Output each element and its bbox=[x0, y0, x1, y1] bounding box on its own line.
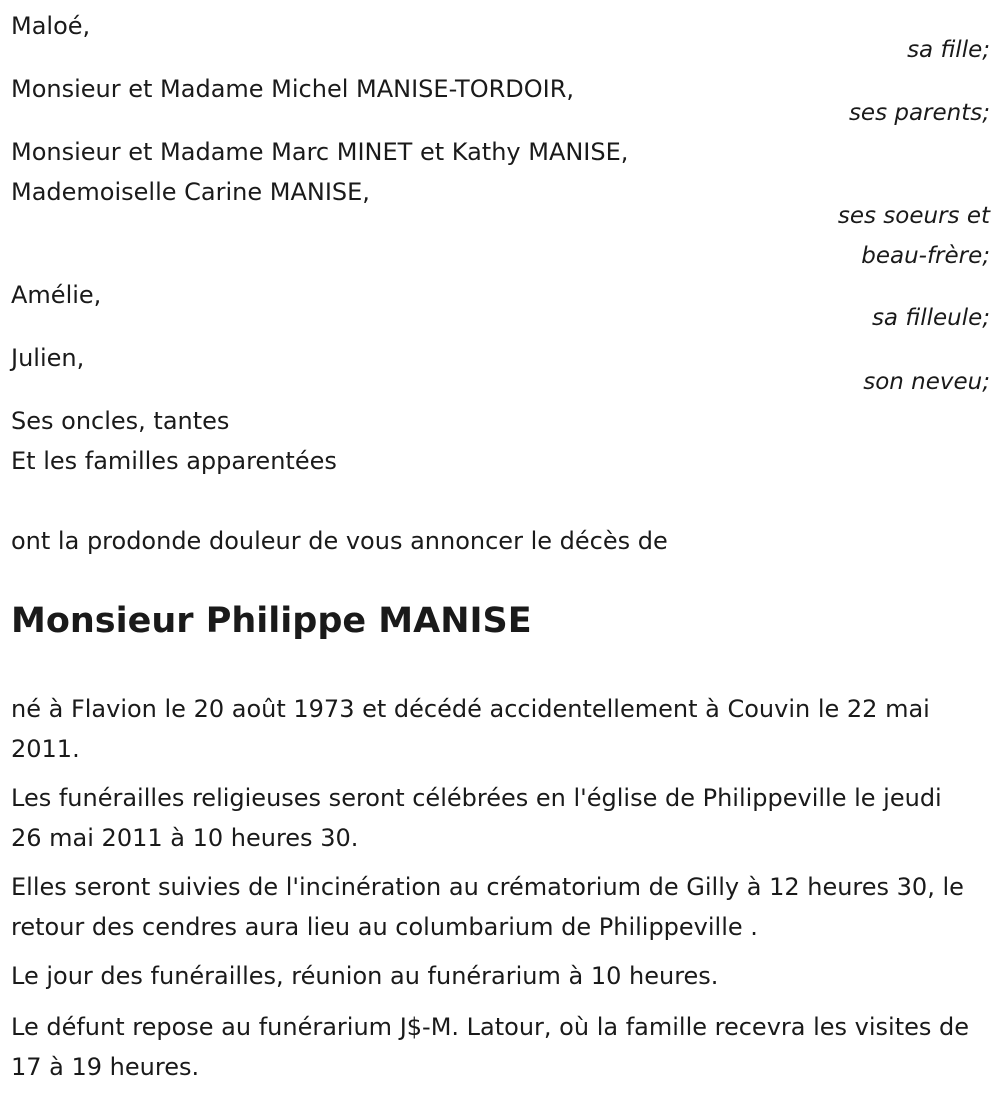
daughter-role: sa fille; bbox=[907, 37, 990, 63]
visits-paragraph: Le défunt repose au funérarium J$-M. Latour, où la famille recevra les visites de 17 à 19 heures. bbox=[11, 1013, 970, 1081]
birth-death-paragraph: né à Flavion le 20 août 1973 et décédé accidentellement à Couvin le 22 mai 2011. bbox=[11, 695, 930, 763]
parents-name: Monsieur et Madame Michel MANISE-TORDOIR, bbox=[11, 75, 575, 103]
meeting-paragraph: Le jour des funérailles, réunion au funérarium à 10 heures. bbox=[11, 962, 719, 990]
siblings-role: ses soeurs et beau-frère; bbox=[837, 203, 990, 269]
funeral-paragraph: Les funérailles religieuses seront célébrées en l'église de Philippeville le jeudi 26 mai 2011 à 10 heures 30. bbox=[11, 784, 942, 852]
siblings-names: Monsieur et Madame Marc MINET et Kathy MANISE, Mademoiselle Carine MANISE, bbox=[11, 138, 629, 206]
goddaughter-role: sa filleule; bbox=[871, 305, 990, 331]
nephew-role: son neveu; bbox=[863, 369, 990, 395]
cremation-paragraph: Elles seront suivies de l'incinération au crématorium de Gilly à 12 heures 30, le retour des cendres aura lieu au columbarium de Philippeville . bbox=[11, 873, 964, 941]
other-relatives: Ses oncles, tantes Et les familles apparentées bbox=[11, 407, 337, 475]
deceased-name: Monsieur Philippe MANISE bbox=[11, 601, 532, 641]
goddaughter-name: Amélie, bbox=[11, 281, 102, 309]
nephew-name: Julien, bbox=[11, 344, 85, 372]
announcement-text: ont la prodonde douleur de vous annoncer le décès de bbox=[11, 527, 668, 555]
daughter-name: Maloé, bbox=[11, 12, 91, 40]
parents-role: ses parents; bbox=[848, 100, 990, 126]
